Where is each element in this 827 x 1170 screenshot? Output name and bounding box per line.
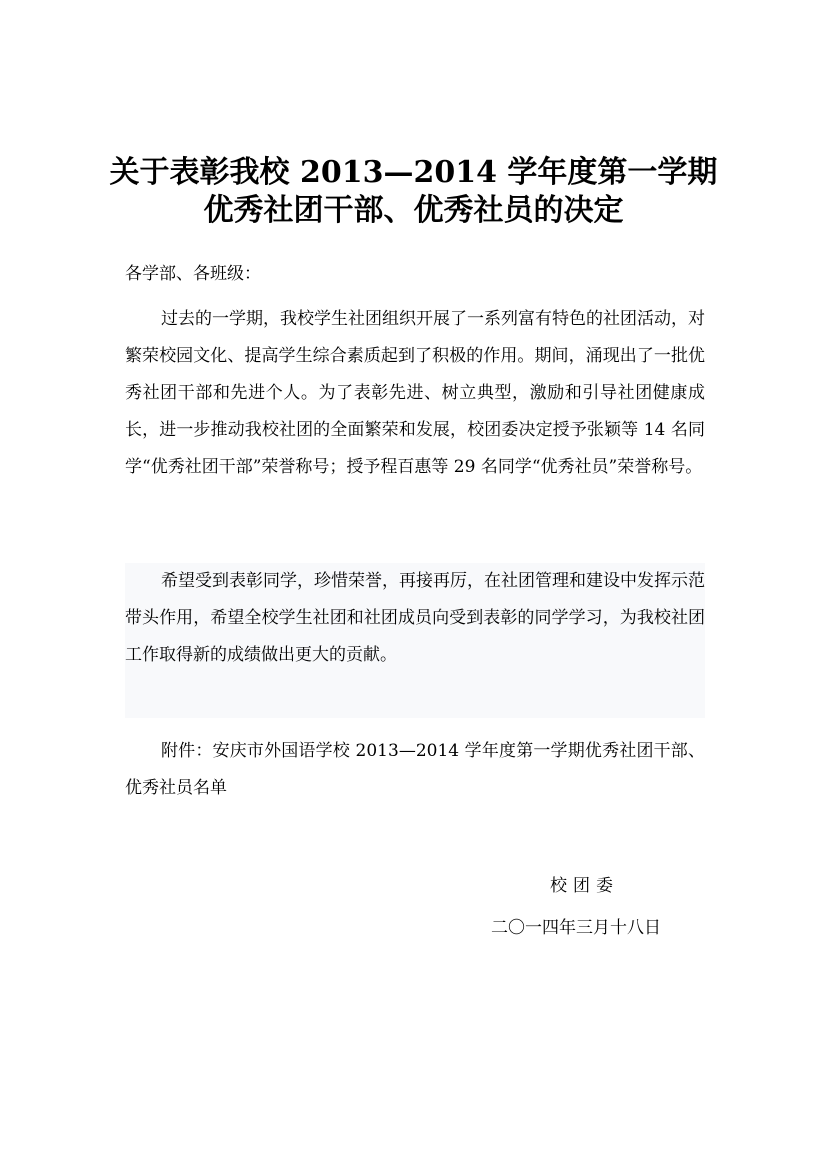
body-paragraph-commendation: 过去的一学期，我校学生社团组织开展了一系列富有特色的社团活动，对繁荣校园文化、提高学生综合素质起到了积极的作用。期间，涌现出了一批优秀社团干部和先进个人。为了表彰先进、树立典型，激励和引导社团健康成长，进一步推动我校社团的全面繁荣和发展，校团委决定授予张颖等 14 名同学“优秀社团干部”荣誉称号；授予程百惠等 29 名同学“优秀社员”荣誉称号。 [125,309,705,477]
document-title-line1: 关于表彰我校 2013—2014 学年度第一学期 [109,155,718,190]
attachment-note: 附件：安庆市外国语学校 2013—2014 学年度第一学期优秀社团干部、优秀社员名单 [125,741,705,798]
signature-date: 二〇一四年三月十八日 [491,918,661,938]
salutation: 各学部、各班级： [125,264,261,284]
signature-organization: 校团委 [550,876,619,896]
document-title-line2: 优秀社团干部、优秀社员的决定 [203,193,624,228]
body-paragraph-hope: 希望受到表彰同学，珍惜荣誉，再接再厉，在社团管理和建设中发挥示范带头作用，希望全校学生社团和社团成员向受到表彰的同学学习，为我校社团工作取得新的成绩做出更大的贡献。 [125,563,705,718]
